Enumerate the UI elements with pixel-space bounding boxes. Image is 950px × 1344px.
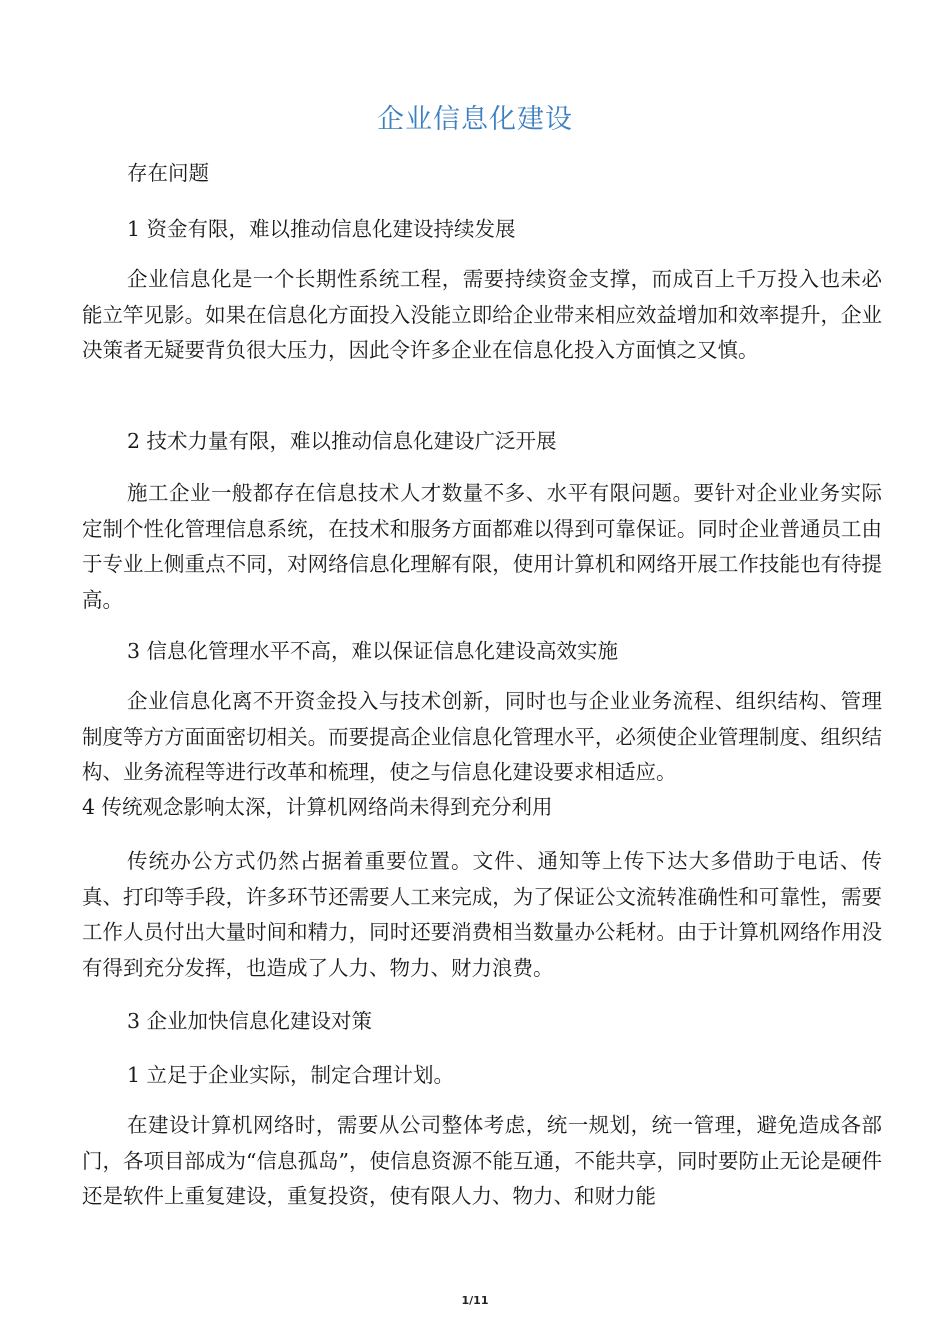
document-title: 企业信息化建设 (377, 104, 573, 135)
subsection-heading-5: 1 立足于企业实际，制定合理计划。 (127, 1063, 455, 1087)
subsection-heading-2: 2 技术力量有限，难以推动信息化建设广泛开展 (127, 429, 557, 453)
paragraph-2: 施工企业一般都存在信息技术人才数量不多、水平有限问题。要针对企业业务实际定制个性化管理信息系统，在技术和服务方面都难以得到可靠保证。同时企业普通员工由于专业上侧重点不同，对网络信息化理解有限，使用计算机和网络开展工作技能也有待提高。 (82, 481, 882, 612)
subsection-heading-1: 1 资金有限，难以推动信息化建设持续发展 (127, 217, 516, 241)
paragraph-4: 传统办公方式仍然占据着重要位置。文件、通知等上传下达大多借助于电话、传真、打印等手段，许多环节还需要人工来完成，为了保证公文流转准确性和可靠性，需要工作人员付出大量时间和精力，同时还要消费相当数量办公耗材。由于计算机网络作用没有得到充分发挥，也造成了人力、物力、财力浪费。 (82, 849, 882, 980)
subsection-heading-4: 4 传统观念影响太深，计算机网络尚未得到充分利用 (82, 795, 553, 819)
subsection-heading-3: 3 信息化管理水平不高，难以保证信息化建设高效实施 (127, 639, 619, 663)
page-number: 1/11 (461, 1294, 489, 1307)
paragraph-5: 在建设计算机网络时，需要从公司整体考虑，统一规划，统一管理，避免造成各部门，各项目部成为“信息孤岛”，使信息资源不能互通，不能共享，同时要防止无论是硬件还是软件上重复建设，重复投资，使有限人力、物力、和财力能 (82, 1113, 882, 1208)
paragraph-3: 企业信息化离不开资金投入与技术创新，同时也与企业业务流程、组织结构、管理制度等方方面面密切相关。而要提高企业信息化管理水平，必须使企业管理制度、组织结构、业务流程等进行改革和梳理，使之与信息化建设要求相适应。 (82, 689, 882, 784)
section-heading-2: 3 企业加快信息化建设对策 (127, 1009, 373, 1033)
paragraph-1: 企业信息化是一个长期性系统工程，需要持续资金支撑，而成百上千万投入也未必能立竿见影。如果在信息化方面投入没能立即给企业带来相应效益增加和效率提升，企业决策者无疑要背负很大压力，因此令许多企业在信息化投入方面慎之又慎。 (82, 267, 882, 362)
section-heading: 存在问题 (127, 161, 209, 185)
